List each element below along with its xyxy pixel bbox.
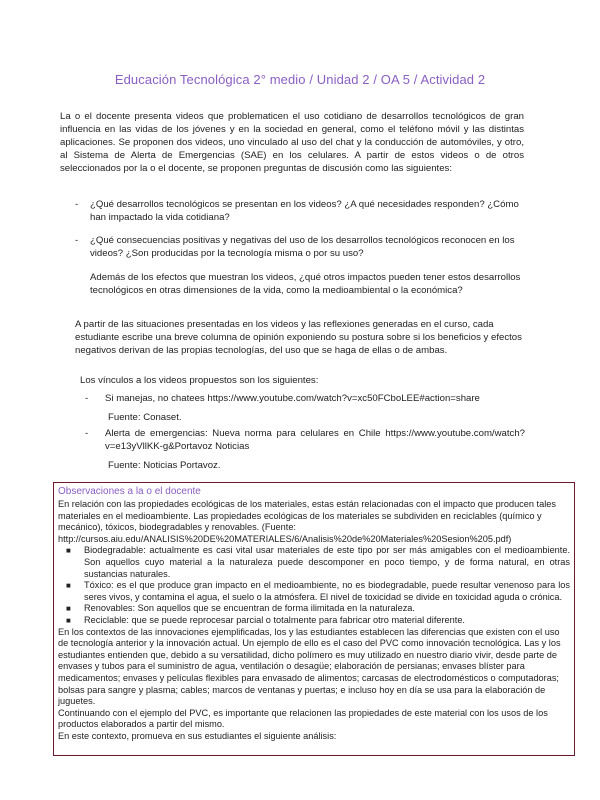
intro-paragraph: La o el docente presenta videos que problematicen el uso cotidiano de desarrollos tecnológicos de gran influencia en las vidas de los jóvenes y en la sociedad en general, como el teléfono móvil y las distintas aplicaciones. Se proponen dos videos, uno vinculado al uso del chat y la conducción de automóviles, y otro, al Sistema de Alerta de Emergencias (SAE) en los celulares. A partir de estos videos o de otros seleccionados por la o el docente, se proponen preguntas de discusión como las siguientes:	[60, 111, 524, 174]
observations-box	[53, 482, 575, 756]
list-dash: -	[85, 428, 89, 439]
observations-paragraph: En los contextos de las innovaciones ejemplificadas, los y las estudiantes establecen las diferencias que existen con el uso de tecnología anterior y la innovación actual. Un ejemplo de ello es el caso del PVC como innovación tecnológica. Las y los estudiantes entienden que, debido a su versatilidad, dicho polímero es muy utilizado en nuestro diario vivir, desde parte de envases y tubos para el suministro de agua, ventilación o desagüe; elaboración de persianas; envases blíster para medicamentos; envases y películas flexibles para envasado de alimentos; carcasas de electrodomésticos o computadoras; bolsas para sangre y plasma; cables; marcos de ventanas y puertas; e incluso hoy en día se usa para la elaboración de juguetes.	[58, 626, 561, 707]
square-bullet-icon: ■	[66, 581, 71, 591]
list-item	[58, 603, 570, 615]
video-item	[85, 392, 525, 405]
square-bullet-icon: ■	[66, 546, 71, 556]
square-bullet-icon: ■	[66, 615, 71, 625]
list-dash: -	[75, 199, 79, 210]
video-list	[85, 427, 525, 453]
observations-intro: En relación con las propiedades ecológicas de los materiales, estas están relacionadas con el impacto que producen tales materiales en el medioambiente. Las propiedades ecológicas de los materiales se subdividen en reciclables (químico y mecánico), tóxicos, biodegradables y renovables. (Fuente: http://cursos.aiu.edu/ANALISIS%20DE%20MATERIALES/6/Analisis%20de%20Materiales%20Sesion%205.pdf)	[58, 499, 556, 544]
list-item-text: Tóxico: es el que produce gran impacto en el medioambiente, no es biodegradable, puede resultar venenoso para los seres vivos, y contamina el agua, el suelo o la atmósfera. El nivel de toxicidad se divide en toxicidad aguda o crónica.	[84, 580, 570, 602]
video-item	[85, 427, 525, 453]
column-paragraph: A partir de las situaciones presentadas en los videos y las reflexiones generadas en el curso, cada estudiante escribe una breve columna de opinión exponiendo su postura sobre si los beneficios y efectos negativos derivan de las propias tecnologías, del uso que se haga de ellas o de ambas.	[75, 319, 522, 356]
question-list	[75, 198, 525, 260]
question-text: ¿Qué consecuencias positivas y negativas del uso de los desarrollos tecnológicos reconocen en los videos? ¿Son producidas por la tecnología misma o por su uso?	[90, 235, 515, 259]
video-source: Fuente: Noticias Portavoz.	[108, 460, 221, 471]
video-source: Fuente: Conaset.	[108, 412, 182, 423]
list-item-text: Renovables: Son aquellos que se encuentran de forma ilimitada en la naturaleza.	[84, 603, 415, 614]
observations-paragraph: En este contexto, promueva en sus estudiantes el siguiente análisis:	[58, 730, 337, 741]
list-dash: -	[75, 235, 79, 246]
list-item-text: Reciclable: que se puede reprocesar parcial o totalmente para fabricar otro material diferente.	[84, 614, 465, 625]
question-text: ¿Qué desarrollos tecnológicos se presentan en los videos? ¿A qué necesidades responden? ¿Cómo han impactado la vida cotidiana?	[90, 199, 519, 223]
video-link[interactable]: Si manejas, no chatees https://www.youtube.com/watch?v=xc50FCboLEE#action=share	[105, 393, 480, 404]
document-title: Educación Tecnológica 2° medio / Unidad 2 / OA 5 / Actividad 2	[114, 72, 486, 87]
list-dash: -	[85, 393, 89, 404]
question-item	[75, 198, 525, 224]
list-item-text: Biodegradable: actualmente es casi vital usar materiales de este tipo por ser más amigables con el medioambiente. Son aquellos cuyo material a la naturaleza puede descomponer en poco tiempo, y de forma natural, en otras sustancias naturales.	[84, 545, 570, 579]
additional-question: Además de los efectos que muestran los videos, ¿qué otros impactos pueden tener estos desarrollos tecnológicos en otras dimensiones de la vida, como la medioambiental o la económica?	[90, 272, 521, 296]
video-link[interactable]: Alerta de emergencias: Nueva norma para celulares en Chile https://www.youtube.com/watch?v=e13yVllKK-g&Portavoz Noticias	[105, 428, 525, 452]
list-item	[58, 580, 570, 603]
video-list	[85, 392, 525, 405]
observations-body	[58, 499, 570, 742]
observations-paragraph: Continuando con el ejemplo del PVC, es importante que relacionen las propiedades de este material con los usos de los productos elaborados a partir del mismo.	[58, 707, 548, 730]
videos-intro: Los vínculos a los videos propuestos son los siguientes:	[80, 375, 319, 386]
square-bullet-icon: ■	[66, 604, 71, 614]
list-item	[58, 545, 570, 580]
list-item	[58, 615, 570, 627]
observations-title: Observaciones a la o el docente	[58, 486, 201, 497]
question-item	[75, 234, 525, 260]
property-list	[58, 545, 570, 626]
